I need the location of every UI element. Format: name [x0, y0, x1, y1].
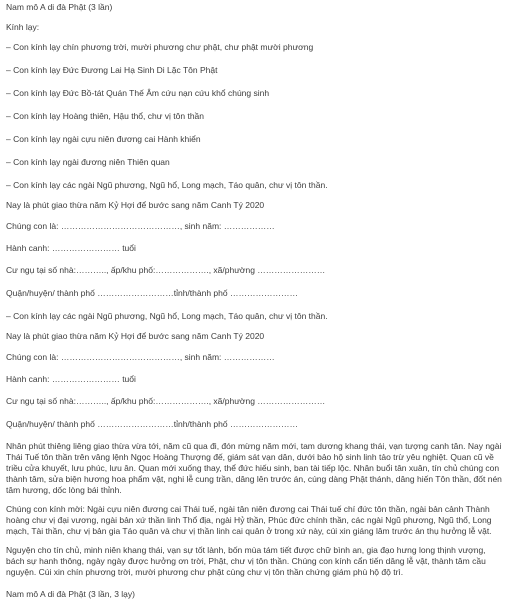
prayer-paragraph: Nguyện cho tín chủ, minh niên khang thái, vạn sự tốt lành, bốn mùa tám tiết được chữ bình an, gia đạo hưng long thịnh vượng, bách sự hanh thông, ngày ngày được hưởng ơn trời, Phật, chư vị tôn thần. Chúng con kính cẩn tiến dâng lễ vật, thành tâm cầu nguyện. Cúi xin chín phương trời, mười phương chư phật cùng chư vị tôn thần chứng giám phù hộ độ trì.: [6, 545, 486, 577]
prayer-paragraph: Nhân phút thiêng liêng giao thừa vừa tới, năm cũ qua đi, đón mừng năm mới, tam dương khang thái, vạn tượng canh tân. Nay ngài Thái Tuế tôn thần trên vâng lệnh Ngọc Hoàng Thượng đế, giám sát vạn dân, dưới bảo hộ sinh linh tảo trừ yêu nghiệt. Quan cũ về triều cửa khuyết, lưu phúc, lưu ân. Quan mới xuống thay, thể đức hiếu sinh, ban tài tiếp lộc. Nhân buổi tân xuân, tín chủ chúng con thành tâm, sửa biện hương hoa phẩm vật, nghi lễ cung trần, dâng lên trước án, cúng dàng Phật thánh, dâng hiến Tôn thần, đốt nén tâm hương, dốc lòng bái thỉnh.: [6, 441, 502, 495]
district-line: Quận/huyện/ thành phố ………………………tỉnh/thành phố ……………………: [6, 288, 298, 298]
invocation-line: – Con kính lạy Đức Bồ-tát Quán Thế Âm cứu nạn cứu khổ chúng sinh: [6, 88, 270, 98]
closing-line: Nam mô A di đà Phật (3 lần, 3 lạy): [6, 589, 135, 599]
occasion-line: Nay là phút giao thừa năm Kỷ Hợi để bước sang năm Canh Tý 2020: [6, 200, 265, 210]
fate-line: Hành canh: …………………… tuổi: [6, 243, 136, 253]
document-title: Nam mô A di đà Phật (3 lần): [6, 2, 113, 12]
address-line: Cư ngụ tại số nhà:……….., ấp/khu phố:………………., xã/phường ……………………: [6, 396, 326, 406]
greeting: Kính lạy:: [6, 22, 40, 32]
address-line: Cư ngụ tại số nhà:……….., ấp/khu phố:………………., xã/phường ……………………: [6, 265, 326, 275]
fate-line: Hành canh: …………………… tuổi: [6, 374, 136, 384]
invocation-line: – Con kính lạy Đức Đương Lai Hạ Sinh Di Lặc Tôn Phật: [6, 65, 218, 75]
invocation-line: – Con kính lạy các ngài Ngũ phương, Ngũ hổ, Long mạch, Táo quân, chư vị tôn thần.: [6, 311, 328, 321]
invocation-line: – Con kính lạy Hoàng thiên, Hậu thổ, chư vị tôn thần: [6, 111, 205, 121]
occasion-line: Nay là phút giao thừa năm Kỷ Hợi để bước sang năm Canh Tý 2020: [6, 331, 265, 341]
invocation-line: – Con kính lạy các ngài Ngũ phương, Ngũ hổ, Long mạch, Táo quân, chư vị tôn thần.: [6, 180, 328, 190]
names-line: Chúng con là: ……………………………………, sinh năm: ………………: [6, 221, 275, 231]
invocation-line: – Con kính lạy ngài cựu niên đương cai Hành khiển: [6, 134, 201, 144]
prayer-paragraph: Chúng con kính mời: Ngài cựu niên đương cai Thái tuế, ngài tân niên đương cai Thái tuế chí đức tôn thần, ngài bản cảnh Thành hoàng chư vị đại vương, ngài bản xứ thần linh Thổ địa, ngài Hỷ thần, Phúc đức chính thần, các ngài Ngũ phương, Ngũ thổ, Long mạch, Tài thần, chư vị bản gia Táo quân và chư vị thần linh cai quản ở trong xứ này, cúi xin giáng lâm trước án thụ hưởng lễ vật.: [6, 504, 492, 536]
names-line: Chúng con là: ……………………………………, sinh năm: ………………: [6, 352, 275, 362]
invocation-line: – Con kính lạy chín phương trời, mười phương chư phật, chư phật mười phương: [6, 42, 314, 52]
district-line: Quận/huyện/ thành phố ………………………tỉnh/thành phố ……………………: [6, 419, 298, 429]
invocation-line: – Con kính lạy ngài đương niên Thiên quan: [6, 157, 170, 167]
